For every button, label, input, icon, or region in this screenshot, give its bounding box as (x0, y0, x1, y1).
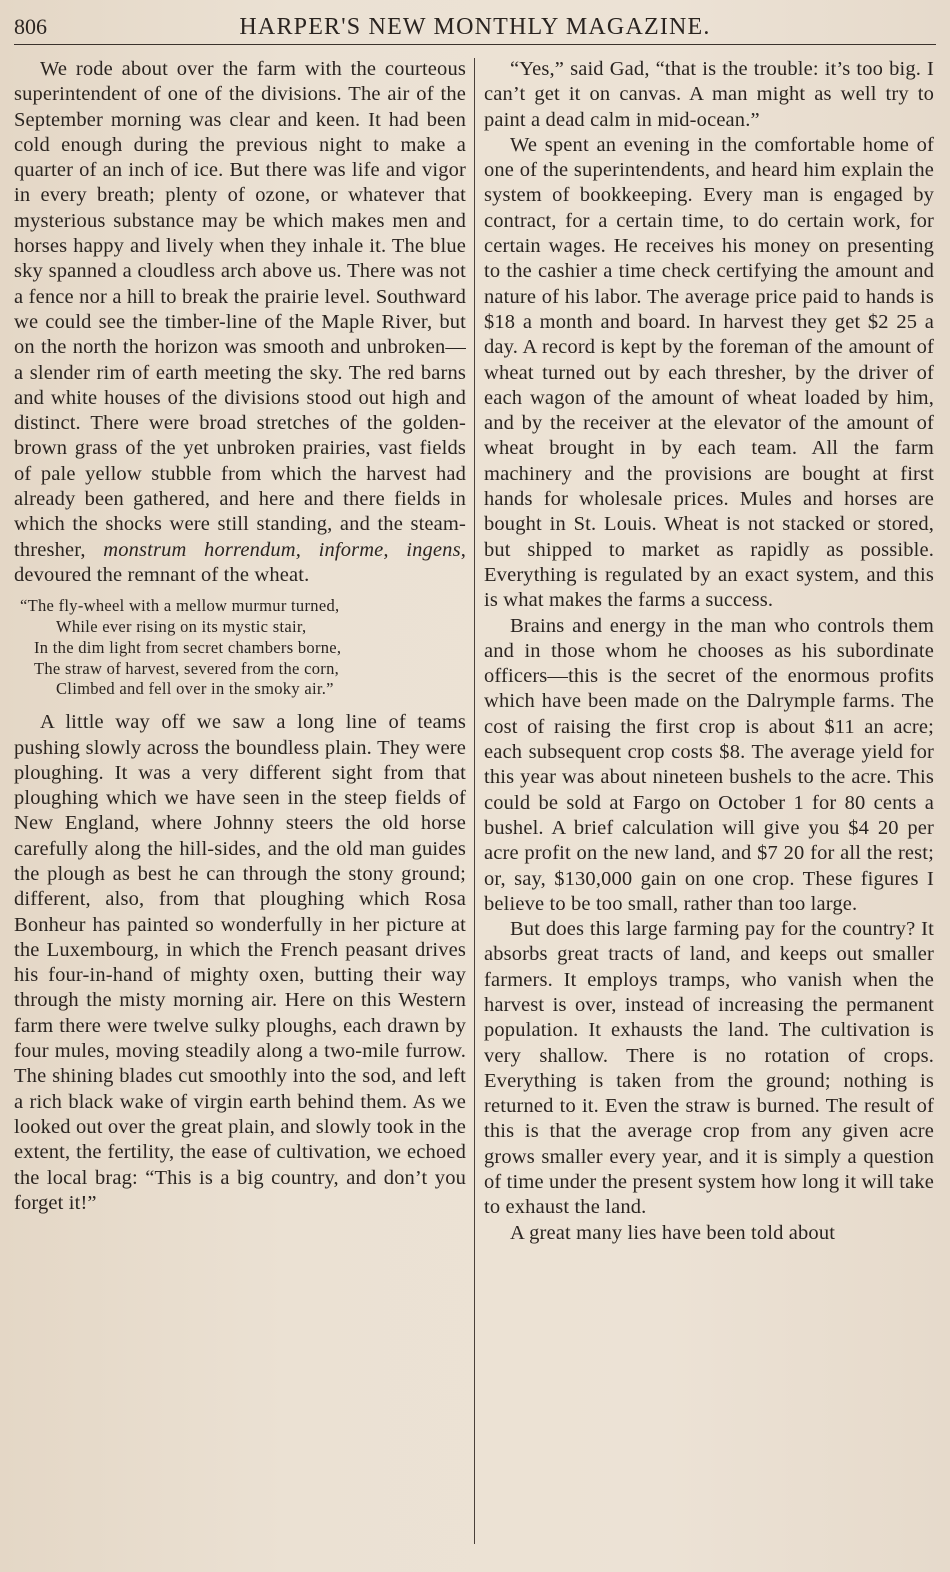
poem-quotation (20, 596, 466, 700)
paragraph: We spent an evening in the comfortable home of one of the superintendents, and heard him explain the system of bookkeeping. Every man is engaged by contract, for a certain time, to do certain work, for certain wages. He receives his money on presenting to the cashier a time check certifying the amount and nature of his labor. The average price paid to hands is $18 a month and board. In harvest they get $2 25 a day. A record is kept by the foreman of the amount of wheat turned out by each thresher, by the driver of each wagon of the amount of wheat loaded by him, and by the receiver at the elevator of the amount of wheat brought in by each team. All the farm machinery and the provisions are bought at first hands for wholesale prices. Mules and horses are bought in St. Louis. Wheat is not stacked or stored, but shipped to market as rapidly as possible. Everything is regulated by an exact system, and this is what makes the farms a success. (484, 133, 934, 612)
poem-line: The straw of harvest, severed from the corn, (34, 658, 340, 678)
page-number: 806 (14, 14, 47, 39)
paragraph: But does this large farming pay for the country? It absorbs great tracts of land, and keeps out smaller farmers. It employs tramps, who vanish when the harvest is over, instead of increasing the permanent population. It exhausts the land. The cultivation is very shallow. There is no rotation of crops. Everything is taken from the ground; nothing is returned to it. Even the straw is burned. The result of this is that the average crop from any given acre grows smaller every year, and it is simply a question of time under the present system how long it will take to exhaust the land. (484, 918, 934, 1219)
column-divider (474, 58, 475, 1544)
paragraph: A little way off we saw a long line of teams pushing slowly across the boundless plain. They were ploughing. It was a very different sight from that ploughing which we have seen in the steep fields of New England, where Johnny steers the old horse carefully along the hill-sides, and the old man guides the plough as best he can through the stony ground; different, also, from that ploughing which Rosa Bonheur has painted so wonderfully in her picture at the Luxembourg, in which the French peasant drives his four-in-hand of mighty oxen, butting their way through the misty morning air. Here on this Western farm there were twelve sulky ploughs, each drawn by four mules, moving steadily along a two-mile furrow. The shining blades cut smoothly into the sod, and left a rich black wake of virgin earth behind them. As we looked out over the great plain, and slowly took in the extent, the fertility, the ease of cultivation, we echoed the local brag: “This is a big country, and don’t you forget it!” (14, 711, 466, 1214)
paragraph: Brains and energy in the man who controls them and in those whom he chooses as his subordinate officers—this is the secret of the enormous profits which have been made on the Dalrymple farms. The cost of raising the first crop is about $11 an acre; each subsequent crop costs $8. The average yield for this year was about nineteen bushels to the acre. This could be sold at Fargo on October 1 for 80 cents a bushel. A brief calculation will give you $4 20 per acre profit on the new land, and $7 20 for all the rest; or, say, $130,000 gain on one crop. These figures I believe to be too small, rather than too large. (484, 614, 934, 915)
poem-line: Climbed and fell over in the smoky air.” (56, 679, 334, 699)
right-column (484, 57, 934, 1562)
paragraph: We rode about over the farm with the courteous superintendent of one of the divisions. The air of the September morning was clear and keen. It had been cold enough during the previous night to make a quarter of an inch of ice. But there was life and vigor in every breath; plenty of ozone, or whatever that mysterious substance may be which makes men and horses happy and lively when they inhale it. The blue sky spanned a cloudless arch above us. There was not a fence nor a hill to break the prairie level. Southward we could see the timber-line of the Maple River, but on the north the horizon was smooth and unbroken—a slender rim of earth meeting the sky. The red barns and white houses of the divisions stood out high and distinct. There were broad stretches of the golden-brown grass of the yet unbroken prairies, vast fields of pale yellow stubble from which the harvest had already been gathered, and here and there fields in which the shocks were still standing, and the steam-thresher, monstrum horrendum, informe, ingens, devoured the remnant of the wheat. (14, 58, 466, 586)
page-header (14, 10, 936, 45)
running-title: HARPER'S NEW MONTHLY MAGAZINE. (239, 14, 711, 40)
paragraph: “Yes,” said Gad, “that is the trouble: it’s too big. I can’t get it on canvas. A man might as well try to paint a dead calm in mid-ocean.” (484, 58, 934, 131)
latin-quote: monstrum horrendum, informe, ingens (103, 538, 461, 561)
poem-line: “The fly-wheel with a mellow murmur turned, (20, 596, 340, 616)
poem-line: In the dim light from secret chambers borne, (34, 637, 342, 657)
paragraph: A great many lies have been told about (510, 1221, 836, 1244)
poem-line: While ever rising on its mystic stair, (56, 617, 307, 637)
left-column (14, 57, 466, 1562)
